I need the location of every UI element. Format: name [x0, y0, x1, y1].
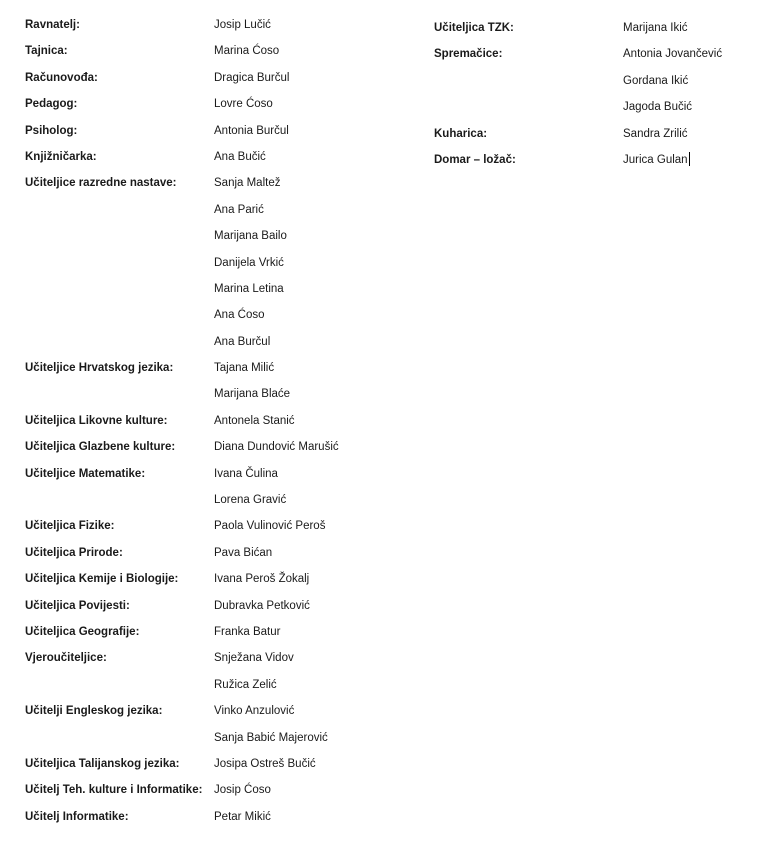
staff-name-text: Diana Dundović Marušić	[214, 441, 339, 454]
staff-name	[623, 121, 688, 147]
role-label: Učiteljica Geografije:	[25, 625, 140, 638]
staff-list-right	[434, 15, 722, 173]
staff-entry-uciteljica-glazbene-kulture	[25, 434, 339, 460]
staff-names	[214, 38, 279, 64]
staff-name-text: Franka Batur	[214, 625, 281, 638]
role-label: Ravnatelj:	[25, 19, 80, 31]
staff-name	[214, 566, 309, 592]
staff-name-text: Snježana Vidov	[214, 652, 294, 665]
staff-entry-psiholog	[25, 118, 339, 144]
staff-name-text: Paola Vulinović Peroš	[214, 520, 326, 533]
staff-name-text: Marijana Ikić	[623, 22, 688, 34]
staff-name-text: Ivana Peroš Žokalj	[214, 573, 310, 586]
staff-entry-uciteljica-prirode	[25, 540, 339, 566]
staff-names	[214, 513, 325, 539]
staff-names	[214, 566, 309, 592]
staff-entry-kuharica	[434, 121, 722, 147]
text-cursor	[689, 152, 690, 166]
staff-names	[214, 65, 289, 91]
staff-name	[214, 118, 289, 144]
staff-name	[214, 144, 266, 170]
staff-name-text: Marina Ćoso	[214, 45, 280, 58]
staff-name	[214, 170, 287, 196]
staff-name	[214, 223, 287, 249]
staff-name	[214, 38, 279, 64]
staff-names	[214, 540, 272, 566]
staff-names	[623, 41, 722, 120]
staff-name-text: Sandra Zrilić	[623, 127, 688, 140]
staff-name	[214, 698, 328, 724]
staff-name	[214, 804, 271, 830]
staff-name	[214, 672, 294, 698]
staff-name	[214, 91, 273, 117]
role-label: Domar – ložač:	[434, 153, 516, 166]
staff-name	[214, 355, 290, 381]
role-label: Učiteljica Talijanskog jezika:	[25, 757, 180, 770]
role-label: Učiteljica Glazbene kulture:	[25, 441, 176, 454]
staff-name-text: Pava Bićan	[214, 546, 273, 559]
role-label: Knjižničarka:	[25, 150, 97, 163]
staff-name-text: Marina Letina	[214, 282, 284, 295]
staff-name	[623, 68, 722, 94]
staff-name	[623, 15, 688, 41]
staff-entry-pedagog	[25, 91, 339, 117]
staff-name-text: Josipa Ostreš Bučić	[214, 757, 316, 770]
staff-name-text: Sanja Babić Majerović	[214, 731, 328, 744]
staff-name	[623, 94, 722, 120]
staff-names	[214, 461, 286, 514]
staff-name	[214, 540, 272, 566]
staff-name-text: Jurica Gulan	[623, 153, 688, 166]
role-label: Učiteljica Likovne kulture:	[25, 414, 168, 427]
staff-name-text: Lovre Ćoso	[214, 98, 273, 111]
role-label: Tajnica:	[25, 45, 68, 58]
staff-name	[214, 593, 310, 619]
role-label: Učiteljica Kemije i Biologije:	[25, 573, 179, 586]
staff-entry-uciteljica-tzk	[434, 15, 722, 41]
staff-name-text: Vinko Anzulović	[214, 705, 295, 718]
role-label: Učiteljica TZK:	[434, 22, 514, 34]
staff-name	[214, 65, 289, 91]
staff-entry-uciteljica-likovne-kulture	[25, 408, 339, 434]
staff-name	[214, 408, 295, 434]
staff-names	[623, 121, 688, 147]
role-label: Učitelj Teh. kulture i Informatike:	[25, 784, 203, 797]
staff-names	[214, 355, 290, 408]
staff-name-text: Ivana Čulina	[214, 467, 278, 480]
staff-names	[623, 15, 688, 41]
staff-names	[623, 147, 690, 173]
staff-name-text: Marijana Blaće	[214, 388, 291, 401]
staff-name-text: Sanja Maltež	[214, 177, 281, 190]
staff-names	[214, 170, 287, 355]
staff-names	[214, 91, 273, 117]
staff-names	[214, 144, 266, 170]
staff-entry-ucitelj-teh-kulture-i-informatike	[25, 777, 339, 803]
role-label: Učiteljice razredne nastave:	[25, 177, 177, 190]
staff-name-text: Danijela Vrkić	[214, 256, 284, 269]
staff-name-text: Gordana Ikić	[623, 74, 689, 87]
staff-name	[214, 329, 287, 355]
staff-names	[214, 118, 289, 144]
staff-name	[214, 725, 328, 751]
role-label: Učiteljica Povijesti:	[25, 599, 130, 612]
staff-names	[214, 619, 280, 645]
staff-name	[623, 147, 690, 173]
staff-name	[214, 434, 339, 460]
staff-entry-tajnica	[25, 38, 339, 64]
staff-name	[214, 461, 286, 487]
staff-entry-ucitelj-informatike	[25, 804, 339, 830]
staff-name	[214, 487, 286, 513]
staff-names	[214, 593, 310, 619]
staff-name	[214, 250, 287, 276]
staff-name	[214, 197, 287, 223]
staff-name	[214, 777, 271, 803]
role-label: Spremačice:	[434, 48, 503, 61]
staff-name-text: Antonela Stanić	[214, 414, 295, 427]
staff-entry-knjiznicarka	[25, 144, 339, 170]
staff-name	[214, 645, 294, 671]
role-label: Računovođa:	[25, 71, 98, 84]
staff-entry-uciteljice-matematike	[25, 461, 339, 514]
staff-name-text: Antonia Burčul	[214, 124, 289, 137]
staff-name-text: Josip Ćoso	[214, 784, 271, 797]
staff-entry-spremacice	[434, 41, 722, 120]
role-label: Učitelj Informatike:	[25, 810, 129, 823]
staff-name-text: Lorena Gravić	[214, 494, 287, 507]
staff-entry-uciteljica-geografije	[25, 619, 339, 645]
role-label: Učiteljica Fizike:	[25, 520, 115, 533]
staff-entry-ravnatelj	[25, 12, 339, 38]
staff-names	[214, 434, 339, 460]
staff-name-text: Tajana Milić	[214, 362, 275, 375]
staff-name	[623, 41, 722, 67]
staff-names	[214, 777, 271, 803]
staff-entry-uciteljice-razredne-nastave	[25, 170, 339, 355]
staff-name	[214, 276, 287, 302]
staff-list-left	[25, 12, 339, 830]
staff-entry-uciteljica-talijanskog-jezika	[25, 751, 339, 777]
staff-name-text: Marijana Bailo	[214, 230, 287, 243]
staff-name-text: Ana Parić	[214, 203, 264, 216]
staff-name-text: Antonia Jovančević	[623, 48, 723, 61]
staff-entry-domar-lozac	[434, 147, 722, 173]
staff-entry-uciteljica-fizike	[25, 513, 339, 539]
staff-entry-uciteljica-povijesti	[25, 593, 339, 619]
role-label: Učiteljice Hrvatskog jezika:	[25, 362, 174, 375]
staff-name	[214, 381, 290, 407]
staff-name-text: Jagoda Bučić	[623, 101, 693, 114]
staff-names	[214, 751, 316, 777]
staff-entry-uciteljica-kemije-i-biologije	[25, 566, 339, 592]
staff-name	[214, 513, 325, 539]
staff-name	[214, 619, 280, 645]
staff-name-text: Ana Ćoso	[214, 309, 265, 322]
staff-name-text: Ana Burčul	[214, 335, 271, 348]
staff-entry-racunovoda	[25, 65, 339, 91]
role-label: Kuharica:	[434, 127, 488, 140]
staff-name-text: Petar Mikić	[214, 810, 271, 823]
role-label: Učiteljica Prirode:	[25, 546, 123, 559]
role-label: Pedagog:	[25, 98, 78, 111]
staff-name-text: Josip Lučić	[214, 19, 271, 31]
staff-entry-uciteljice-hrvatskog-jezika	[25, 355, 339, 408]
staff-names	[214, 645, 294, 698]
role-label: Učiteljice Matematike:	[25, 467, 146, 480]
staff-name-text: Ana Bučić	[214, 150, 266, 163]
role-label: Učitelji Engleskog jezika:	[25, 705, 163, 718]
staff-names	[214, 804, 271, 830]
staff-entry-vjerouciteljice	[25, 645, 339, 698]
staff-name	[214, 302, 287, 328]
staff-entry-ucitelji-engleskog-jezika	[25, 698, 339, 751]
staff-name-text: Ružica Zelić	[214, 678, 277, 691]
role-label: Psiholog:	[25, 124, 78, 137]
staff-names	[214, 698, 328, 751]
staff-name	[214, 751, 316, 777]
staff-names	[214, 408, 295, 434]
staff-name	[214, 12, 271, 38]
staff-name-text: Dubravka Petković	[214, 599, 310, 612]
role-label: Vjeroučiteljice:	[25, 652, 107, 665]
staff-names	[214, 12, 271, 38]
staff-name-text: Dragica Burčul	[214, 71, 290, 84]
